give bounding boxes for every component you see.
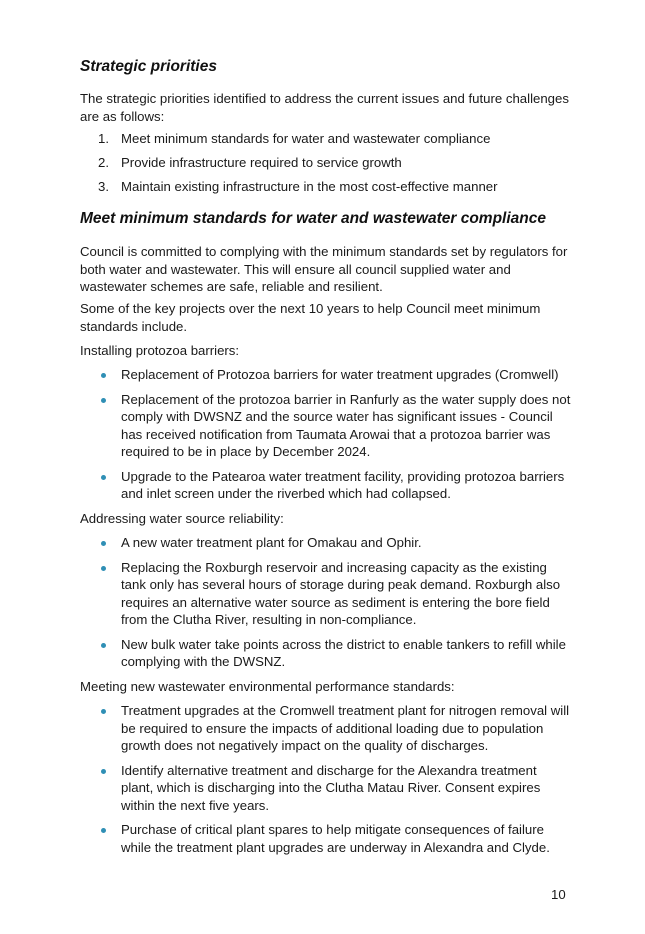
list-item-text: A new water treatment plant for Omakau and Ophir.	[121, 535, 422, 550]
priority-item	[80, 178, 572, 196]
protozoa-list	[80, 366, 572, 503]
list-item	[80, 534, 572, 552]
bullet-icon	[101, 541, 106, 546]
bullet-icon	[101, 828, 106, 833]
group-label-wastewater: Meeting new wastewater environmental performance standards:	[80, 679, 455, 694]
section-heading-strategic-priorities: Strategic priorities	[80, 58, 217, 75]
group-label-protozoa: Installing protozoa barriers:	[80, 343, 240, 358]
bullet-icon	[101, 475, 106, 480]
water-source-list	[80, 534, 572, 671]
list-item	[80, 559, 572, 629]
list-item-text: Replacement of the protozoa barrier in Ranfurly as the water supply does not comply with DWSNZ and the source water has significant issues - Council has received notification from Taumata Arowai that a protozoa barrier was required to be in place by December 2024.	[121, 391, 571, 459]
bullet-icon	[101, 566, 106, 571]
bullet-icon	[101, 398, 106, 403]
bullet-icon	[101, 709, 106, 714]
list-item-text: Upgrade to the Patearoa water treatment facility, providing protozoa barriers and inlet screen under the riverbed which had collapsed.	[121, 468, 565, 501]
list-item	[80, 821, 572, 856]
list-item-text: Identify alternative treatment and discharge for the Alexandra treatment plant, which is discharging into the Clutha Matau River. Consent expires within the next five years.	[121, 762, 541, 813]
list-item-text: Replacing the Roxburgh reservoir and increasing capacity as the existing tank only has several hours of storage during peak demand. Roxburgh also requires an alternative water source as sediment is entering the bore field from the Clutha River, resulting in non-compliance.	[121, 559, 561, 627]
list-number: 2.	[98, 155, 109, 170]
list-number: 1.	[98, 131, 109, 146]
group-label-water-source: Addressing water source reliability:	[80, 511, 284, 526]
priority-text: Meet minimum standards for water and wastewater compliance	[121, 131, 491, 146]
list-item-text: Replacement of Protozoa barriers for water treatment upgrades (Cromwell)	[121, 367, 559, 382]
priority-item	[80, 154, 572, 172]
intro-paragraph: The strategic priorities identified to address the current issues and future challenges are as follows:	[80, 91, 569, 124]
commitment-paragraph: Council is committed to complying with the minimum standards set by regulators for both water and wastewater. This will ensure all council supplied water and wastewater schemes are safe, reliable and resilient.	[80, 244, 568, 294]
priority-text: Maintain existing infrastructure in the most cost-effective manner	[121, 179, 498, 194]
priority-text: Provide infrastructure required to service growth	[121, 155, 402, 170]
list-item	[80, 702, 572, 755]
bullet-icon	[101, 643, 106, 648]
bullet-icon	[101, 769, 106, 774]
list-item	[80, 762, 572, 815]
wastewater-list	[80, 702, 572, 856]
list-item	[80, 366, 572, 384]
page-number: 10	[551, 887, 566, 902]
list-item	[80, 391, 572, 461]
bullet-icon	[101, 373, 106, 378]
priorities-list	[80, 130, 572, 196]
list-item-text: Treatment upgrades at the Cromwell treatment plant for nitrogen removal will be required to ensure the impacts of additional loading due to population growth does not negatively impact on the quality of discharges.	[121, 703, 570, 753]
list-item	[80, 636, 572, 671]
section-heading-minimum-standards: Meet minimum standards for water and wastewater compliance	[80, 210, 546, 227]
list-item-text: Purchase of critical plant spares to help mitigate consequences of failure while the treatment plant upgrades are underway in Alexandra and Clyde.	[121, 822, 550, 855]
priority-item	[80, 130, 572, 148]
list-number: 3.	[98, 179, 109, 194]
list-item	[80, 468, 572, 503]
list-item-text: New bulk water take points across the district to enable tankers to refill while complying with the DWSNZ.	[121, 636, 566, 669]
key-projects-paragraph: Some of the key projects over the next 10 years to help Council meet minimum standards include.	[80, 301, 541, 334]
